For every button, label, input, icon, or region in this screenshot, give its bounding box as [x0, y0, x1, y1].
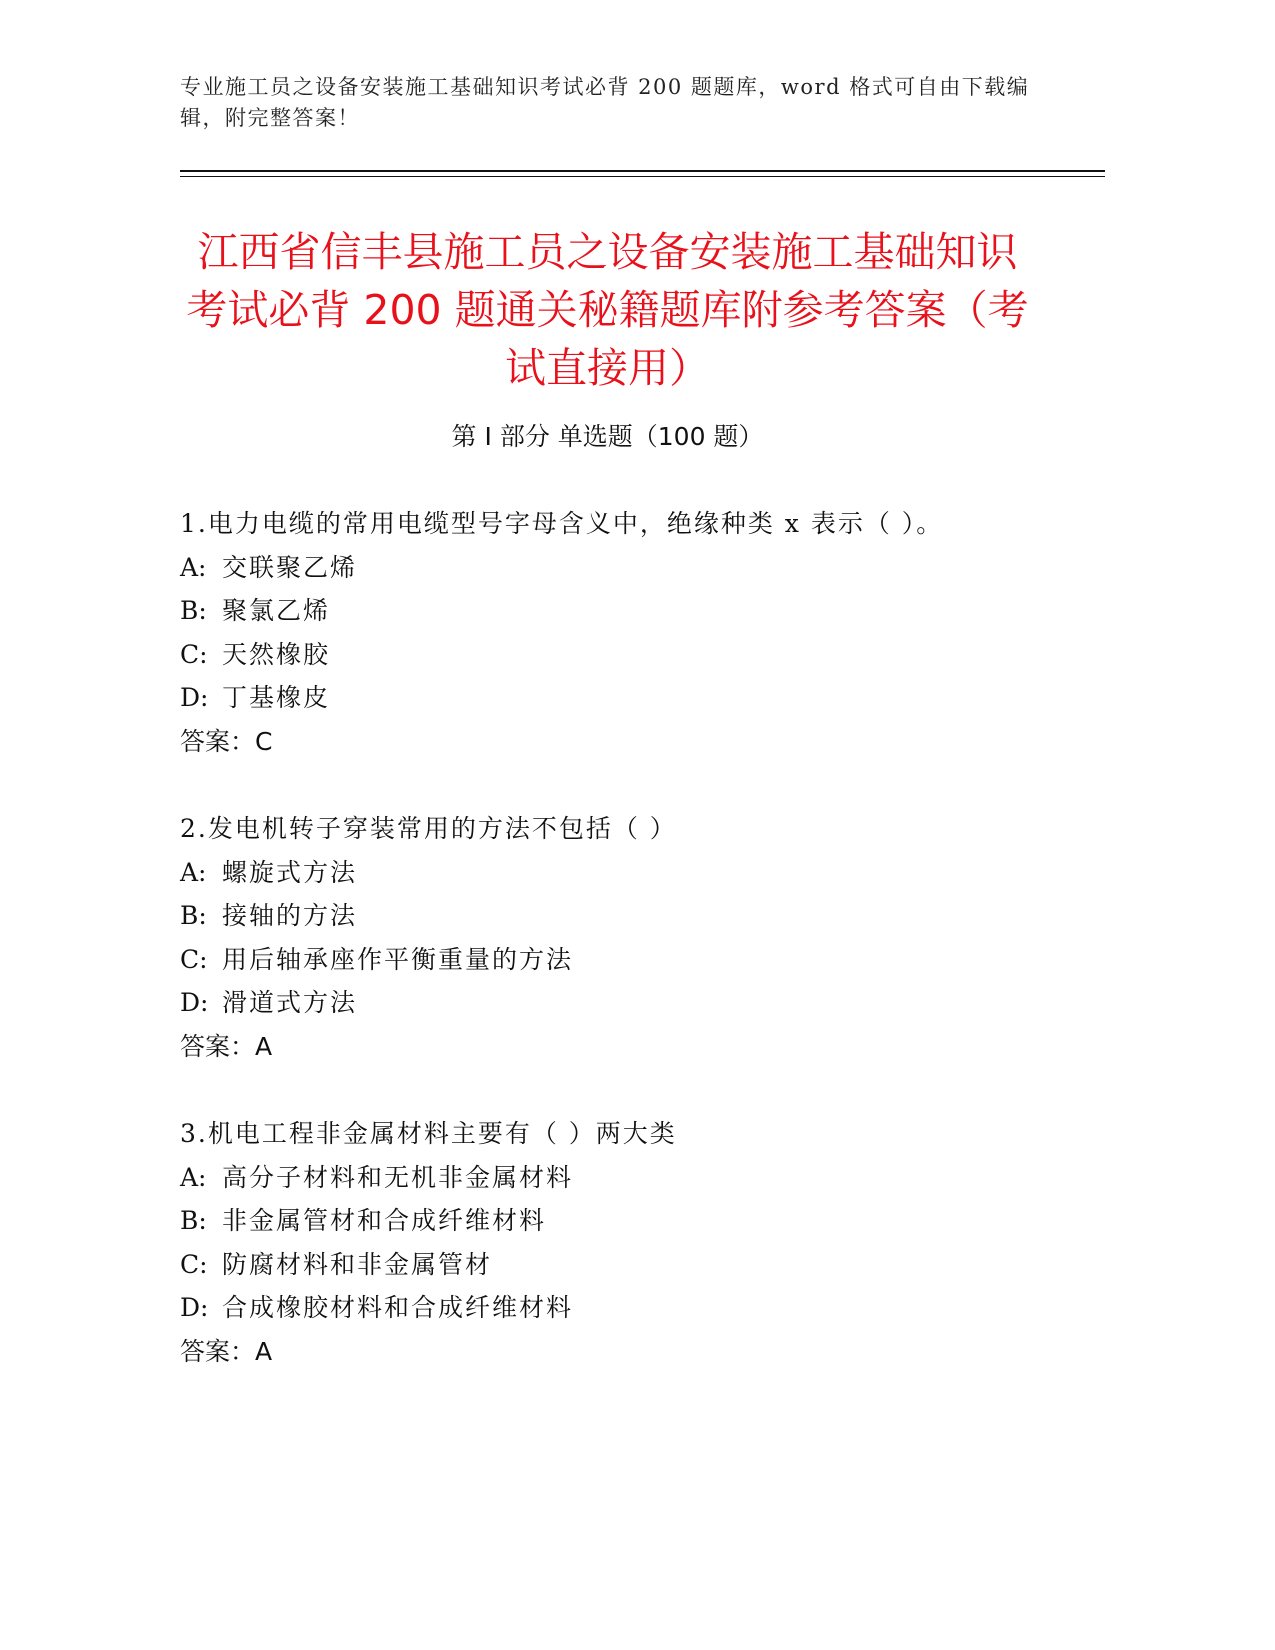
option-text: 高分子材料和无机非金属材料	[222, 1163, 574, 1192]
header-rule-thick	[180, 170, 1105, 172]
option-letter: D:	[180, 1293, 209, 1322]
option-letter: A:	[180, 858, 207, 887]
option-row	[180, 1291, 573, 1325]
answer-line: 答案：C	[180, 727, 273, 756]
option-letter: C:	[180, 1250, 208, 1279]
section-title: 第 I 部分 单选题（100 题）	[451, 422, 764, 451]
option-letter: B:	[180, 596, 207, 625]
option-text: 防腐材料和非金属管材	[222, 1250, 493, 1279]
option-text: 螺旋式方法	[222, 858, 358, 887]
option-text: 丁基橡皮	[222, 683, 331, 712]
option-row	[180, 1204, 546, 1238]
option-row	[180, 681, 330, 715]
option-letter: C:	[180, 945, 208, 974]
answer-line: 答案：A	[180, 1337, 273, 1366]
option-text: 交联聚乙烯	[222, 553, 358, 582]
option-row	[180, 899, 357, 933]
option-letter: D:	[180, 683, 209, 712]
header-note: 专业施工员之设备安装施工基础知识考试必背 200 题题库，word 格式可自由下载编辑，附完整答案！	[180, 75, 1030, 130]
option-row	[180, 1248, 492, 1282]
header-rule-thin	[180, 176, 1105, 177]
question-stem: 2.发电机转子穿装常用的方法不包括（ ）	[180, 814, 677, 843]
option-letter: B:	[180, 1206, 207, 1235]
option-text: 合成橡胶材料和合成纤维材料	[222, 1293, 574, 1322]
option-text: 非金属管材和合成纤维材料	[222, 1206, 547, 1235]
option-letter: C:	[180, 640, 208, 669]
option-row	[180, 856, 357, 890]
option-row	[180, 551, 357, 585]
document-title: 江西省信丰县施工员之设备安装施工基础知识考试必背 200 题通关秘籍题库附参考答案（考试直接用）	[186, 228, 1029, 393]
option-text: 天然橡胶	[222, 640, 331, 669]
option-row	[180, 594, 330, 628]
option-letter: B:	[180, 901, 207, 930]
option-row	[180, 1161, 573, 1195]
option-text: 聚氯乙烯	[222, 596, 331, 625]
option-row	[180, 638, 330, 672]
answer-line: 答案：A	[180, 1032, 273, 1061]
question-stem: 1.电力电缆的常用电缆型号字母含义中，绝缘种类 x 表示（ ）。	[180, 509, 944, 538]
option-text: 滑道式方法	[222, 988, 358, 1017]
option-text: 用后轴承座作平衡重量的方法	[222, 945, 574, 974]
option-text: 接轴的方法	[222, 901, 358, 930]
question-stem: 3.机电工程非金属材料主要有（ ）两大类	[180, 1119, 677, 1148]
option-letter: A:	[180, 553, 207, 582]
option-row	[180, 943, 573, 977]
option-letter: A:	[180, 1163, 207, 1192]
option-letter: D:	[180, 988, 209, 1017]
option-row	[180, 986, 357, 1020]
